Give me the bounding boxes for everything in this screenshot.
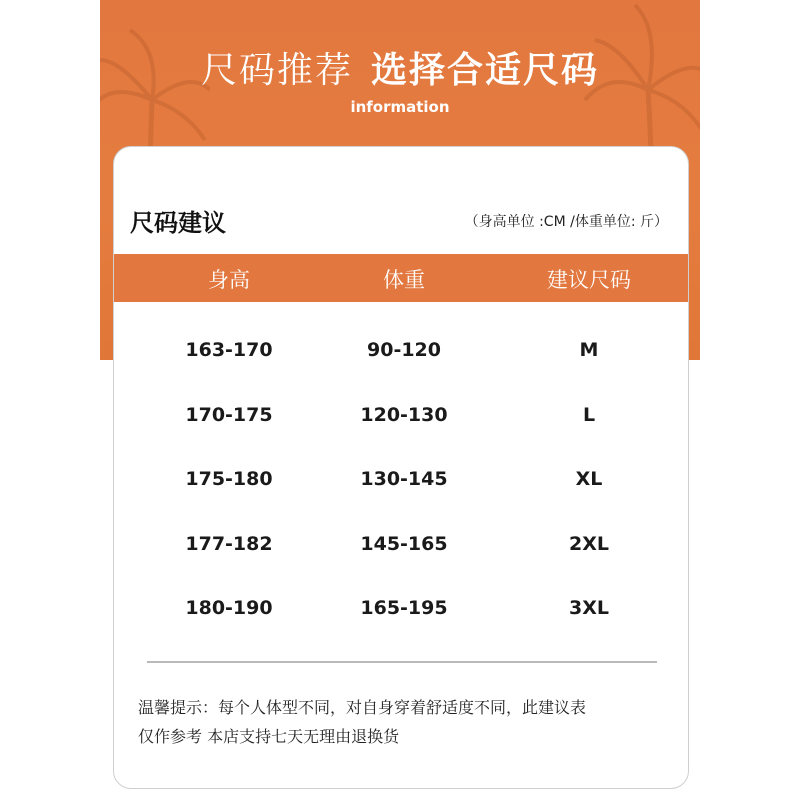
column-header-height: 身高 [208,268,250,292]
table-row [114,460,689,500]
weight-cell: 120-130 [360,404,448,426]
height-cell: 175-180 [185,468,273,490]
weight-cell: 130-145 [360,468,448,490]
table-header [114,254,689,302]
page-title [100,42,700,93]
size-cell: 3XL [569,597,609,619]
title-bold: 选择合适尺码 [371,50,600,91]
size-cell: L [582,404,596,426]
size-cell: 2XL [569,533,609,555]
weight-cell: 145-165 [360,533,448,555]
title-light: 尺码推荐 [200,50,353,91]
weight-cell: 165-195 [360,597,448,619]
weight-cell: 90-120 [367,339,441,361]
card-title: 尺码建议 [130,209,226,237]
table-row [114,525,689,565]
column-header-size: 建议尺码 [547,268,631,292]
tip-text [138,693,678,751]
table-row [114,331,689,371]
table-row [114,396,689,436]
unit-note: （身高单位 :CM /体重单位: 斤） [464,214,668,230]
size-card [113,146,689,789]
size-cell: XL [575,468,603,490]
table-row [114,589,689,629]
subtitle: information [350,98,450,116]
height-cell: 180-190 [185,597,273,619]
size-cell: M [579,339,599,361]
height-cell: 163-170 [185,339,273,361]
height-cell: 177-182 [185,533,273,555]
height-cell: 170-175 [185,404,273,426]
tip-line-1: 温馨提示：每个人体型不同，对自身穿着舒适度不同，此建议表 [138,698,587,717]
tip-line-2: 仅作参考 本店支持七天无理由退换货 [138,727,400,746]
column-header-weight: 体重 [383,268,425,292]
divider [147,661,657,663]
